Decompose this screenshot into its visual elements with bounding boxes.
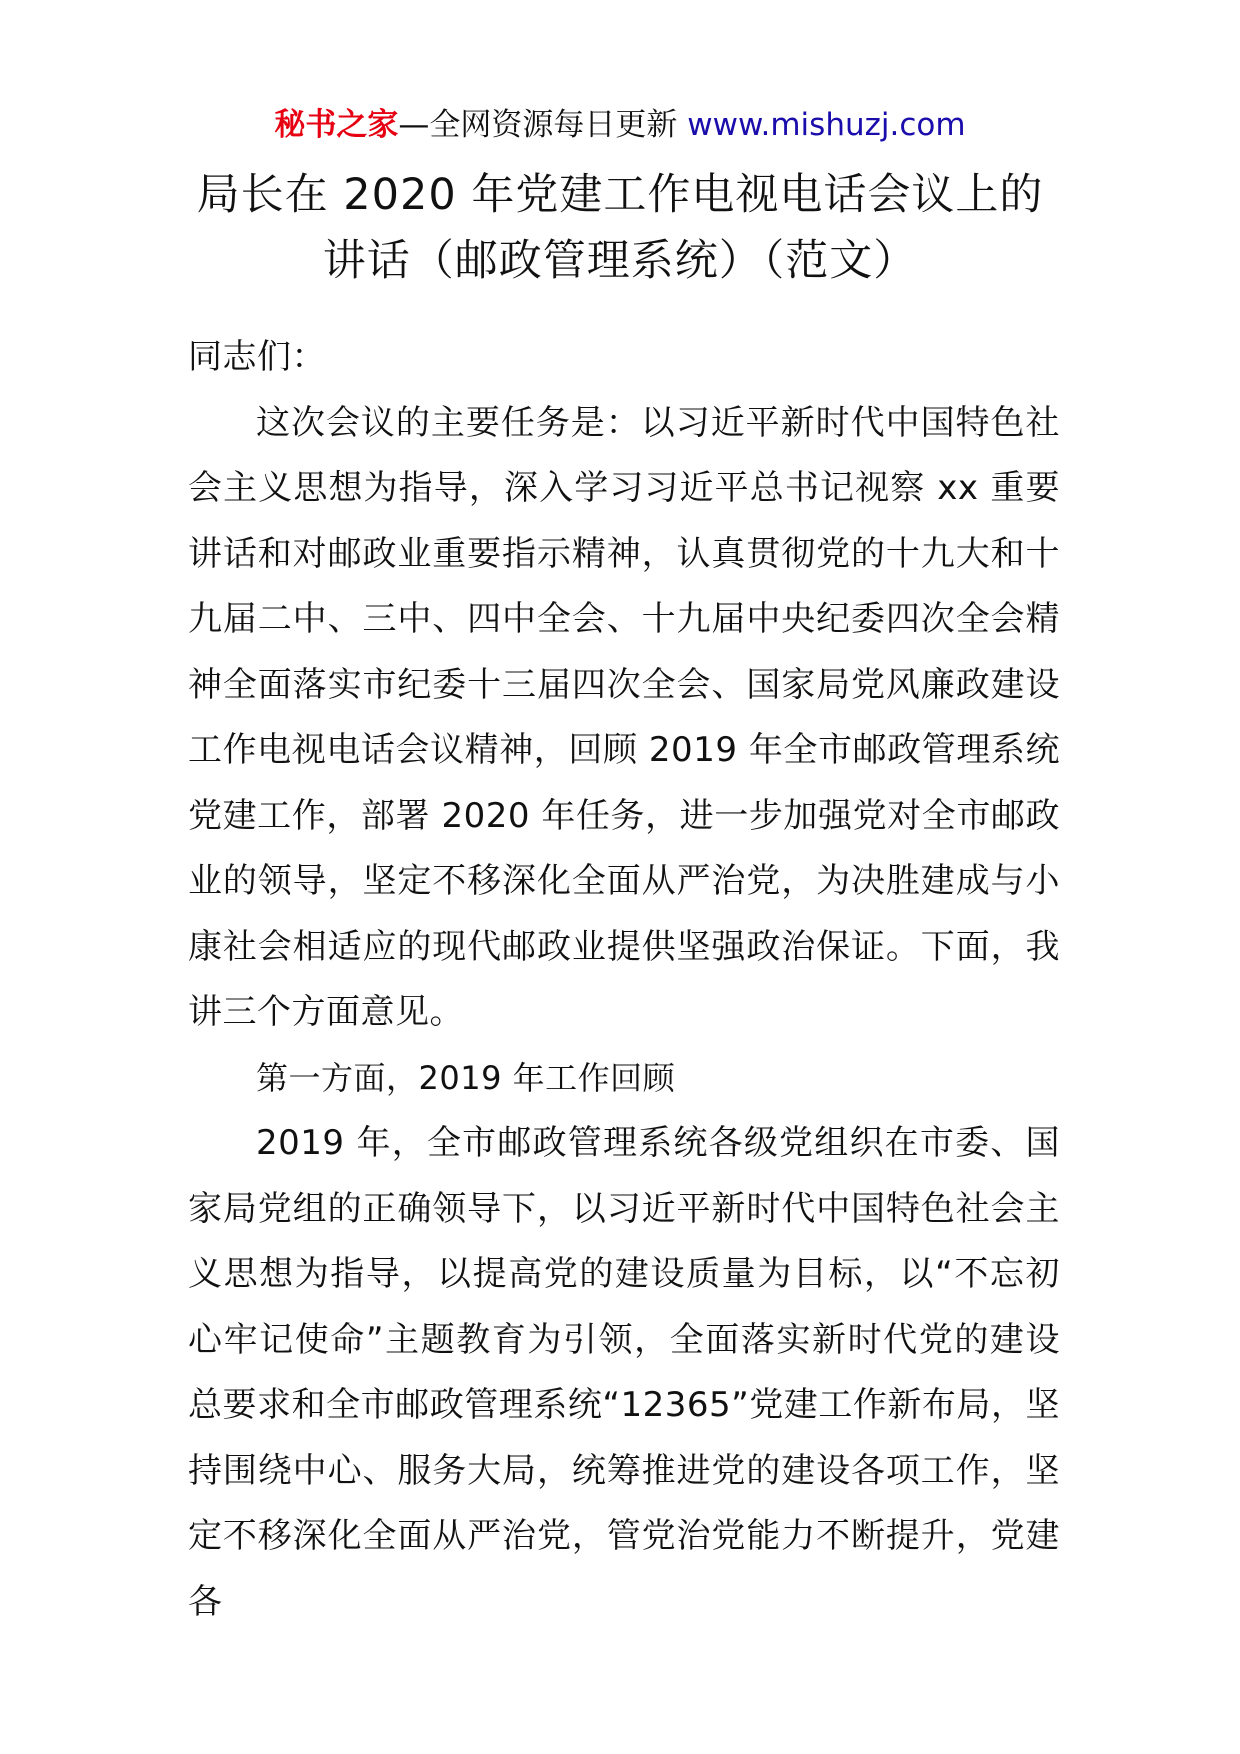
document-title-line-2: 讲话（邮政管理系统）（范文） xyxy=(322,236,918,286)
salutation: 同志们： xyxy=(188,337,326,377)
body-paragraph-review: 2019 年，全市邮政管理系统各级党组织在市委、国家局党组的正确领导下，以习近平新时代中国特色社会主义思想为指导，以提高党的建设质量为目标，以“不忘初心牢记使命”主题教育为引领，全面落实新时代党的建设总要求和全市邮政管理系统“12365”党建工作新布局，坚持围绕中心、服务大局，统筹推进党的建设各项工作，坚定不移深化全面从严治党，管党治党能力不断提升，党建各 xyxy=(188,1123,1060,1622)
section-heading-review: 第一方面，2019 年工作回顾 xyxy=(256,1058,676,1097)
site-header xyxy=(0,100,1240,150)
body-paragraph-intro: 这次会议的主要任务是：以习近平新时代中国特色社会主义思想为指导，深入学习习近平总书记视察 xx 重要讲话和对邮政业重要指示精神，认真贯彻党的十九大和十九届二中、三中、四中全会、十九届中央纪委四次全会精神全面落实市纪委十三届四次全会、国家局党风廉政建设工作电视电话会议精神，回顾 2019 年全市邮政管理系统党建工作，部署 2020 年任务，进一步加强党对全市邮政业的领导，坚定不移深化全面从严治党，为决胜建成与小康社会相适应的现代邮政业提供坚强政治保证。下面，我讲三个方面意见。 xyxy=(188,402,1060,1032)
document-title xyxy=(130,162,1110,294)
site-tagline: —全网资源每日更新 xyxy=(398,107,678,143)
site-brand: 秘书之家 xyxy=(274,107,399,143)
document-title-line-1: 局长在 2020 年党建工作电视电话会议上的 xyxy=(196,170,1044,220)
site-url-link[interactable]: www.mishuzj.com xyxy=(687,107,966,143)
document-body xyxy=(188,325,1060,1635)
